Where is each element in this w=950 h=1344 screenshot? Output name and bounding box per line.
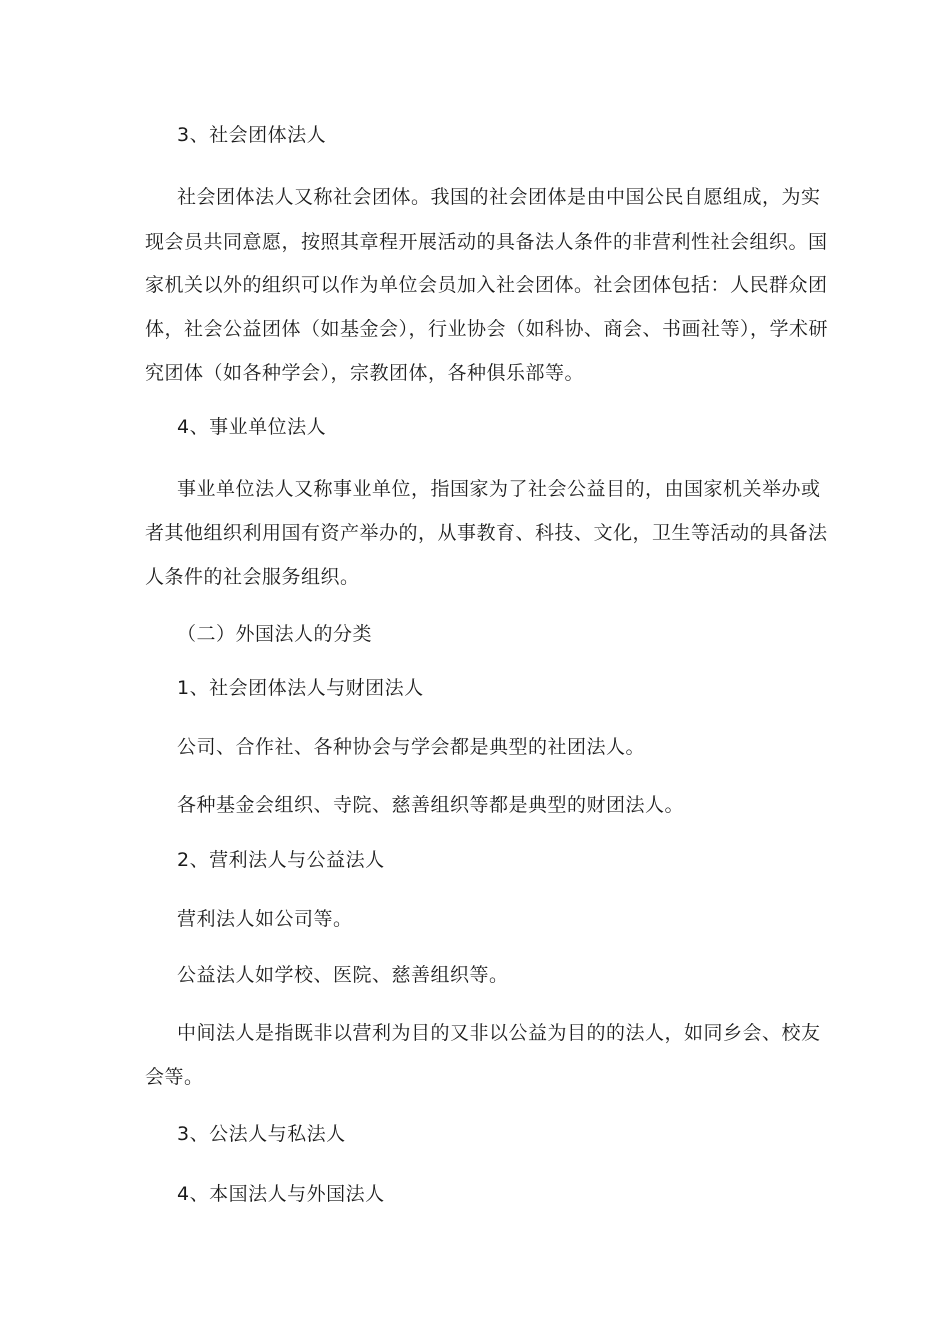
paragraph-line: 体，社会公益团体（如基金会），行业协会（如科协、商会、书画社等），学术研 [145,318,829,340]
heading-domestic-foreign: 4、本国法人与外国法人 [177,1183,385,1205]
paragraph-line: 人条件的社会服务组织。 [145,566,360,588]
heading-public-private-law: 3、公法人与私法人 [177,1123,346,1145]
paragraph-line: 现会员共同意愿，按照其章程开展活动的具备法人条件的非营利性社会组织。国 [145,231,828,253]
heading-social-organization-legal-person: 3、社会团体法人 [177,124,327,146]
heading-public-institution-legal-person: 4、事业单位法人 [177,416,327,438]
paragraph-line: 各种基金会组织、寺院、慈善组织等都是典型的财团法人。 [177,794,685,816]
paragraph-line: 公益法人如学校、医院、慈善组织等。 [177,964,509,986]
paragraph-line: 者其他组织利用国有资产举办的，从事教育、科技、文化，卫生等活动的具备法 [145,522,828,544]
paragraph-line: 事业单位法人又称事业单位，指国家为了社会公益目的，由国家机关举办或 [177,478,821,500]
paragraph-line: 营利法人如公司等。 [177,908,353,930]
paragraph-line: 公司、合作社、各种协会与学会都是典型的社团法人。 [177,736,646,758]
paragraph-line: 中间法人是指既非以营利为目的又非以公益为目的的法人，如同乡会、校友 [177,1022,821,1044]
paragraph-line: 会等。 [145,1066,204,1088]
paragraph-line: 究团体（如各种学会），宗教团体，各种俱乐部等。 [145,362,585,384]
section-heading-foreign-legal-person: （二）外国法人的分类 [177,623,373,645]
paragraph-line: 社会团体法人又称社会团体。我国的社会团体是由中国公民自愿组成，为实 [177,186,821,208]
heading-profit-public-welfare: 2、营利法人与公益法人 [177,849,385,871]
paragraph-line: 家机关以外的组织可以作为单位会员加入社会团体。社会团体包括：人民群众团 [145,274,828,296]
heading-association-foundation: 1、社会团体法人与财团法人 [177,677,424,699]
